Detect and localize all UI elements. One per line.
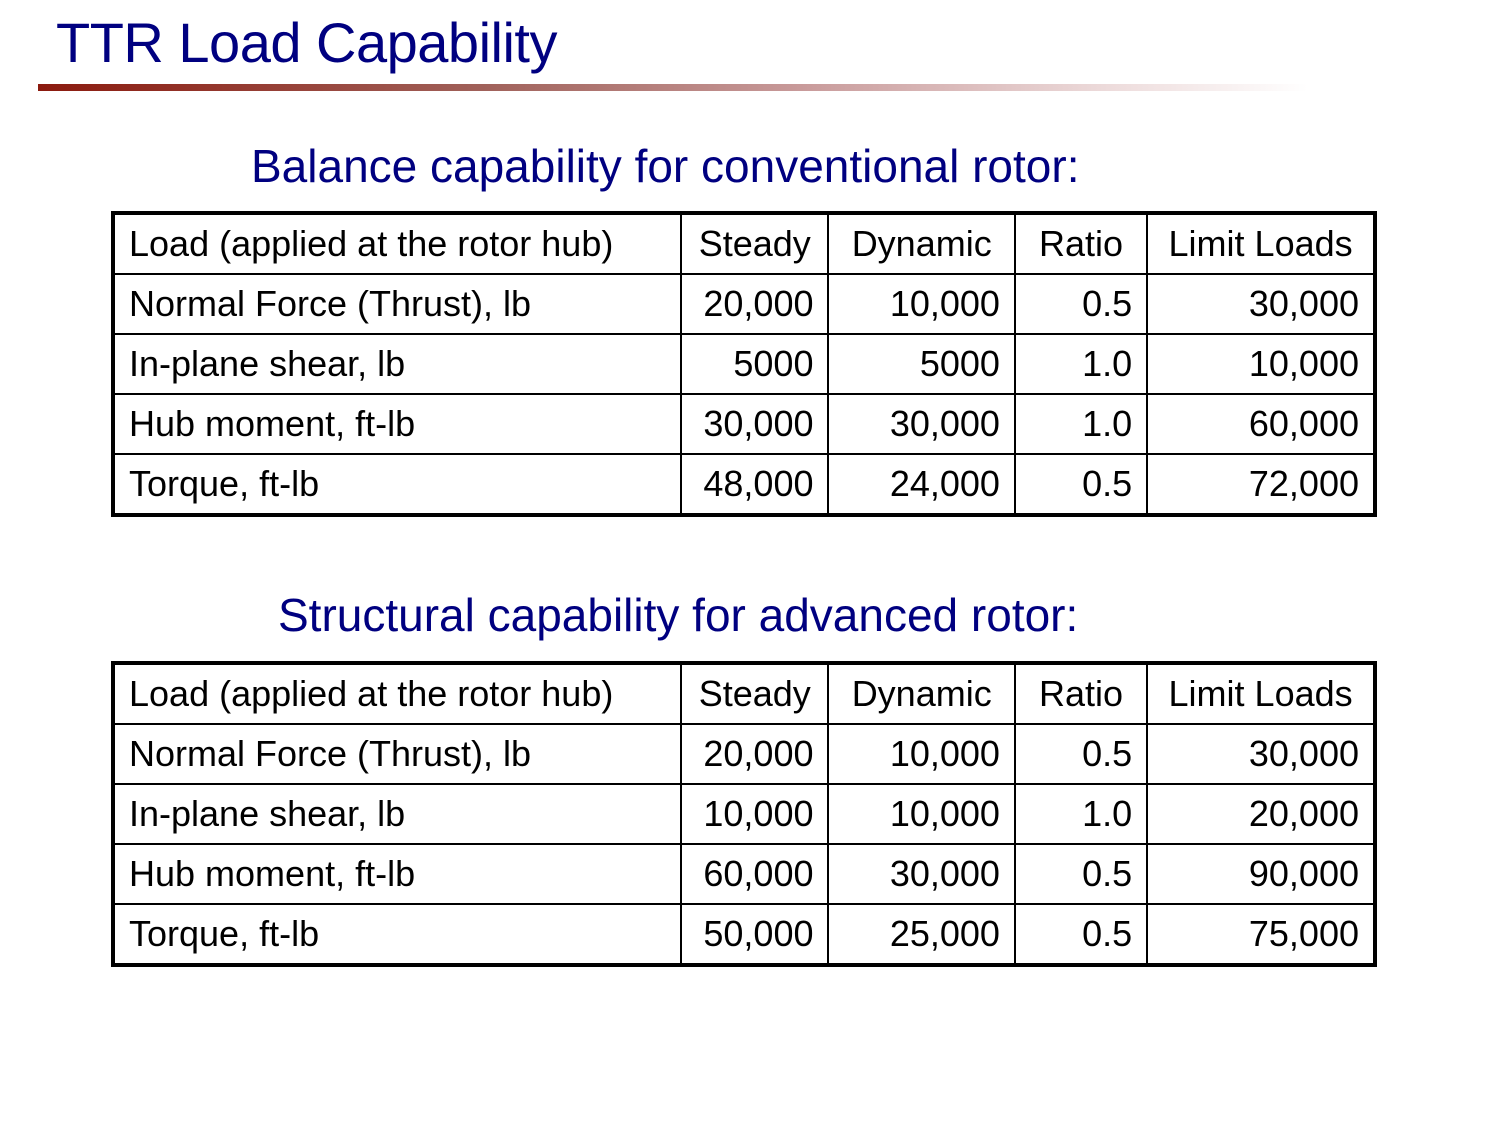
cell-steady: 30,000 — [681, 394, 828, 454]
cell-load: In-plane shear, lb — [113, 334, 681, 394]
cell-dynamic: 30,000 — [828, 394, 1014, 454]
table-header-row — [113, 663, 1375, 724]
balance-capability-heading: Balance capability for conventional rotor: — [251, 140, 1080, 192]
header-load: Load (applied at the rotor hub) — [113, 663, 681, 724]
cell-limit: 72,000 — [1147, 454, 1375, 515]
cell-steady: 5000 — [681, 334, 828, 394]
cell-steady: 20,000 — [681, 724, 828, 784]
header-load: Load (applied at the rotor hub) — [113, 213, 681, 274]
header-limit-loads: Limit Loads — [1147, 213, 1375, 274]
cell-dynamic: 25,000 — [828, 904, 1014, 965]
cell-ratio: 1.0 — [1015, 784, 1147, 844]
cell-limit: 30,000 — [1147, 274, 1375, 334]
header-dynamic: Dynamic — [828, 663, 1014, 724]
table-row — [113, 844, 1375, 904]
title-divider — [38, 84, 1308, 91]
structural-capability-heading: Structural capability for advanced rotor: — [278, 589, 1079, 641]
cell-dynamic: 10,000 — [828, 724, 1014, 784]
cell-steady: 60,000 — [681, 844, 828, 904]
table-row — [113, 274, 1375, 334]
table-row — [113, 724, 1375, 784]
header-limit-loads: Limit Loads — [1147, 663, 1375, 724]
cell-dynamic: 5000 — [828, 334, 1014, 394]
header-ratio: Ratio — [1015, 663, 1147, 724]
header-dynamic: Dynamic — [828, 213, 1014, 274]
cell-dynamic: 24,000 — [828, 454, 1014, 515]
cell-steady: 48,000 — [681, 454, 828, 515]
cell-limit: 60,000 — [1147, 394, 1375, 454]
cell-limit: 20,000 — [1147, 784, 1375, 844]
cell-steady: 20,000 — [681, 274, 828, 334]
cell-ratio: 0.5 — [1015, 274, 1147, 334]
cell-load: In-plane shear, lb — [113, 784, 681, 844]
table-row — [113, 904, 1375, 965]
cell-load: Normal Force (Thrust), lb — [113, 274, 681, 334]
cell-limit: 10,000 — [1147, 334, 1375, 394]
cell-dynamic: 30,000 — [828, 844, 1014, 904]
cell-load: Normal Force (Thrust), lb — [113, 724, 681, 784]
slide-title: TTR Load Capability — [56, 11, 557, 74]
cell-steady: 10,000 — [681, 784, 828, 844]
cell-ratio: 1.0 — [1015, 334, 1147, 394]
balance-capability-table — [111, 211, 1377, 517]
header-steady: Steady — [681, 213, 828, 274]
cell-load: Torque, ft-lb — [113, 454, 681, 515]
header-steady: Steady — [681, 663, 828, 724]
cell-dynamic: 10,000 — [828, 274, 1014, 334]
cell-dynamic: 10,000 — [828, 784, 1014, 844]
table-row — [113, 784, 1375, 844]
cell-limit: 90,000 — [1147, 844, 1375, 904]
cell-limit: 30,000 — [1147, 724, 1375, 784]
cell-steady: 50,000 — [681, 904, 828, 965]
table-header-row — [113, 213, 1375, 274]
cell-ratio: 0.5 — [1015, 724, 1147, 784]
table-row — [113, 334, 1375, 394]
cell-limit: 75,000 — [1147, 904, 1375, 965]
cell-load: Hub moment, ft-lb — [113, 394, 681, 454]
cell-load: Torque, ft-lb — [113, 904, 681, 965]
structural-capability-table — [111, 661, 1377, 967]
cell-ratio: 1.0 — [1015, 394, 1147, 454]
table-row — [113, 394, 1375, 454]
header-ratio: Ratio — [1015, 213, 1147, 274]
cell-ratio: 0.5 — [1015, 904, 1147, 965]
cell-ratio: 0.5 — [1015, 454, 1147, 515]
cell-ratio: 0.5 — [1015, 844, 1147, 904]
table-row — [113, 454, 1375, 515]
cell-load: Hub moment, ft-lb — [113, 844, 681, 904]
